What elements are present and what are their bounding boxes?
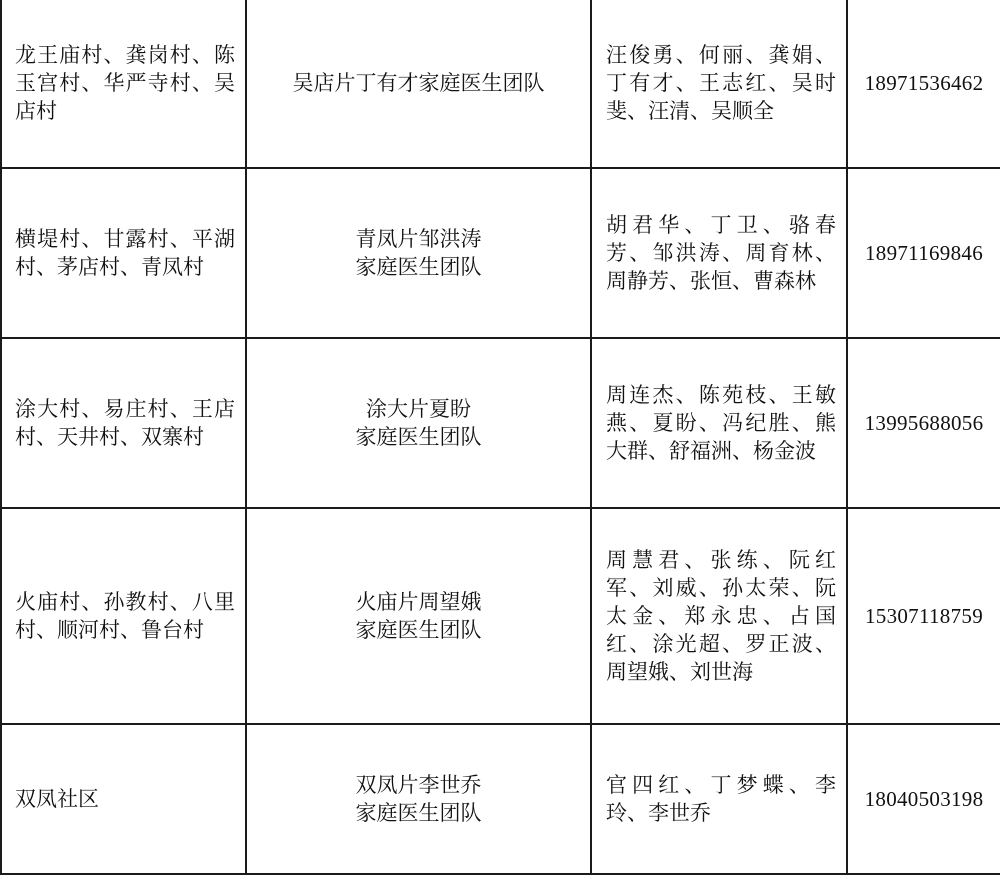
team-name-line: 吴店片丁有才家庭医生团队 [292,70,545,95]
phone-number-cell: 18040503198 [847,724,1000,874]
phone-number-cell: 13995688056 [847,338,1000,508]
team-members-cell: 官四红、丁梦蝶、李玲、李世乔 [591,724,847,874]
team-members-cell: 周连杰、陈苑枝、王敏燕、夏盼、冯纪胜、熊大群、舒福洲、杨金波 [591,338,847,508]
team-name-cell [246,724,591,874]
phone-number-cell: 18971169846 [847,168,1000,338]
service-area-cell: 龙王庙村、龚岗村、陈玉宫村、华严寺村、吴店村 [1,0,246,168]
team-name-cell [246,338,591,508]
service-area-cell: 双凤社区 [1,724,246,874]
team-members-cell: 胡君华、丁卫、骆春芳、邹洪涛、周育林、周静芳、张恒、曹森林 [591,168,847,338]
table-row [1,168,1000,338]
table-row [1,338,1000,508]
team-name-line: 家庭医生团队 [355,425,482,449]
team-members-cell: 汪俊勇、何丽、龚娟、丁有才、王志红、吴时斐、汪清、吴顺全 [591,0,847,168]
phone-number-cell: 18971536462 [847,0,1000,168]
phone-number-cell: 15307118759 [847,508,1000,724]
team-name-line: 火庙片周望娥 [355,590,482,614]
team-name-cell [246,508,591,724]
team-name-line: 双凤片李世乔 [355,773,482,797]
table-row [1,508,1000,724]
team-name-line: 家庭医生团队 [355,255,482,279]
service-area-cell: 横堤村、甘露村、平湖村、茅店村、青凤村 [1,168,246,338]
team-name-cell [246,0,591,168]
service-area-cell: 涂大村、易庄村、王店村、天井村、双寨村 [1,338,246,508]
service-area-cell: 火庙村、孙教村、八里村、顺河村、鲁台村 [1,508,246,724]
table-row [1,0,1000,168]
team-name-cell [246,168,591,338]
team-name-line: 青凤片邹洪涛 [355,227,482,251]
team-members-cell: 周慧君、张练、阮红军、刘威、孙太荣、阮太金、郑永忠、占国红、涂光超、罗正波、周望娥、刘世海 [591,508,847,724]
team-name-line: 家庭医生团队 [355,801,482,825]
team-name-line: 涂大片夏盼 [366,397,471,421]
table-row [1,724,1000,874]
team-name-line: 家庭医生团队 [355,618,482,642]
